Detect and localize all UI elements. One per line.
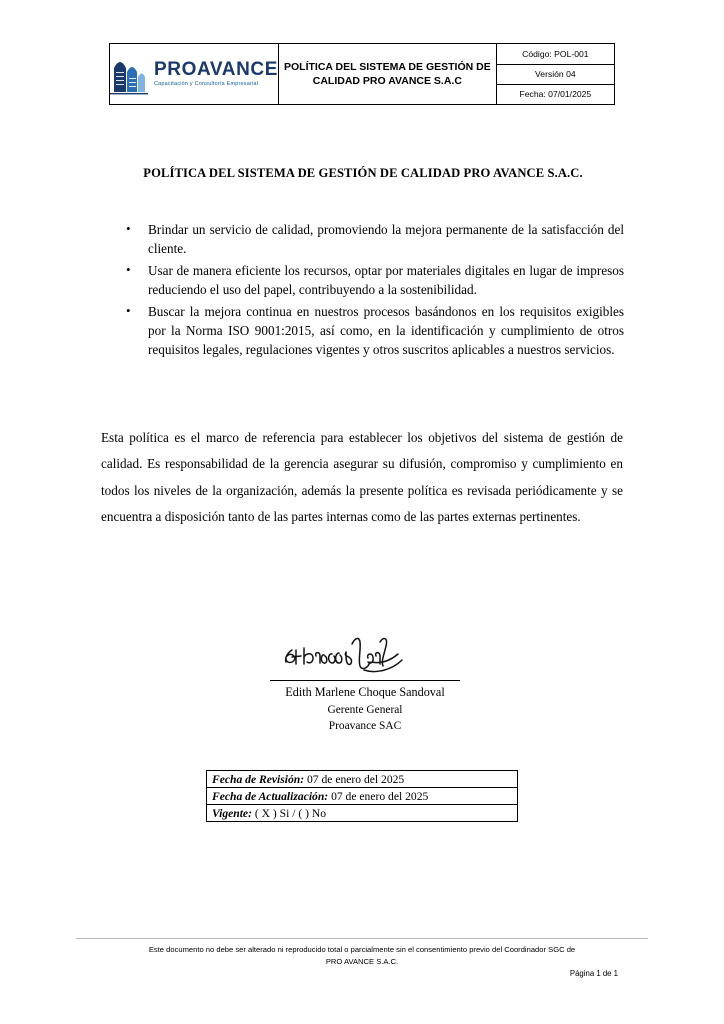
building-bars-logo-icon — [110, 52, 148, 96]
signature-role: Gerente General — [327, 703, 403, 716]
dates-table — [206, 770, 518, 822]
logo-cell — [110, 44, 279, 105]
table-row — [207, 805, 518, 822]
document-header-table — [109, 43, 615, 105]
logo-tagline: Capacitación y Consultoría Empresarial — [154, 81, 259, 88]
header-meta-date: Fecha: 07/01/2025 — [497, 84, 614, 104]
bullet-dot-icon: • — [126, 303, 131, 318]
signature-line — [270, 680, 460, 681]
table-row — [207, 771, 518, 788]
footer-notice-line1: Este documento no debe ser alterado ni reproducido total o parcialmente sin el consentimiento previo del Coordinador SGC de — [148, 945, 576, 954]
table-cell-revision — [207, 771, 518, 788]
logo-name: PROAVANCE — [154, 59, 278, 81]
list-item-text: Usar de manera eficiente los recursos, optar por materiales digitales en lugar de impresos reduciendo el uso del papel, contribuyendo a la sostenibilidad. — [148, 263, 624, 297]
update-label: Fecha de Actualización: — [212, 789, 329, 803]
list-item — [104, 261, 624, 299]
signature-org: Proavance SAC — [328, 720, 402, 733]
page-title: POLÍTICA DEL SISTEMA DE GESTIÓN DE CALIDAD PRO AVANCE S.A.C. — [143, 166, 583, 180]
revision-value: 07 de enero del 2025 — [307, 772, 405, 786]
footer-divider — [76, 938, 648, 939]
header-meta-cell — [496, 44, 614, 105]
bullet-dot-icon: • — [126, 262, 131, 277]
list-item-text: Buscar la mejora continua en nuestros procesos basándonos en los requisitos exigibles por la Norma ISO 9001:2015, así como, en la identificación y cumplimiento de otros requisitos legales, regulaciones vigentes y otros suscritos aplicables a nuestros servicios. — [148, 304, 624, 357]
footer-notice-line2: PRO AVANCE S.A.C. — [325, 957, 399, 967]
table-cell-vigente — [207, 805, 518, 822]
header-meta-table — [497, 44, 614, 104]
list-item — [104, 220, 624, 258]
header-meta-version: Versión 04 — [497, 64, 614, 84]
revision-label: Fecha de Revisión: — [212, 772, 305, 786]
footer-page-number: Página 1 de 1 — [569, 969, 618, 978]
table-cell-update — [207, 788, 518, 805]
policy-bullet-list — [104, 220, 624, 362]
vigente-value: ( X ) Si / ( ) No — [254, 806, 327, 820]
list-item — [104, 302, 624, 359]
table-row — [207, 788, 518, 805]
header-meta-code: Código: POL-001 — [497, 44, 614, 64]
footer-notice — [76, 944, 648, 968]
signature-block — [240, 628, 490, 735]
bullet-dot-icon: • — [126, 221, 131, 236]
handwritten-signature-icon — [240, 628, 490, 680]
policy-paragraph: Esta política es el marco de referencia para establecer los objetivos del sistema de gestión de calidad. Es responsabilidad de la gerencia asegurar su difusión, compromiso y cumplimiento en todos los niveles de la organización, además la presente política es revisada periódicamente y se encuentra a disposición tanto de las partes internas como de las partes externas pertinentes. — [101, 430, 623, 525]
list-item-text: Brindar un servicio de calidad, promoviendo la mejora permanente de la satisfacción del cliente. — [148, 222, 624, 256]
logo-text — [154, 60, 278, 87]
signature-name: Edith Marlene Choque Sandoval — [285, 685, 445, 699]
logo — [110, 52, 278, 96]
vigente-label: Vigente: — [212, 806, 252, 820]
update-value: 07 de enero del 2025 — [331, 789, 429, 803]
header-title: POLÍTICA DEL SISTEMA DE GESTIÓN DE CALIDAD PRO AVANCE S.A.C — [278, 44, 496, 105]
